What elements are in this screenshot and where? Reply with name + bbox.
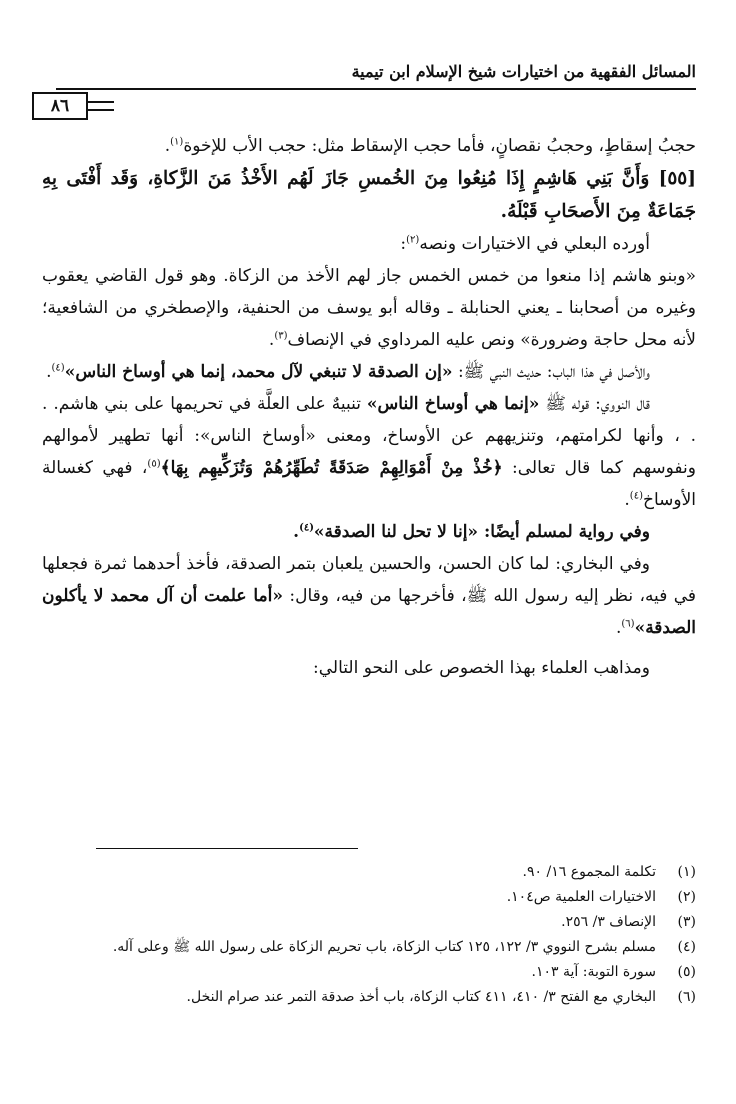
paragraph-3-text: أورده البعلي في الاختيارات ونصه — [419, 234, 650, 254]
footnote-number: (٤) — [677, 939, 696, 955]
running-title: المسائل الفقهية من اختيارات شيخ الإسلام ابن تيمية — [351, 62, 696, 81]
paragraph-5-text: والأصل في هذا الباب: حديث النبي ﷺ: — [452, 362, 650, 382]
footnote-ref: (٢) — [406, 234, 420, 246]
paragraph-1-text: حجبُ إسقاطٍ، وحجبُ نقصانٍ، فأما حجب الإسقاط مثل: حجب الأب للإخوة — [183, 136, 696, 156]
paragraph-6-text: ، فهي كغسالة الأوساخ — [42, 458, 696, 510]
hadith-quote: «أما علمت أن آل محمد لا يأكلون الصدقة» — [42, 586, 696, 638]
punct: : — [400, 234, 407, 254]
footnote-number: (١) — [677, 864, 696, 880]
paragraph-5 — [42, 356, 696, 388]
footnote-text: مسلم بشرح النووي ٣/ ١٢٢، ١٢٥ كتاب الزكاة، باب تحريم الزكاة على رسول الله ﷺ وعلى آله. — [112, 939, 656, 955]
hadith-quote: «إنما هي أوساخ الناس» — [366, 394, 540, 414]
footnote-ref: (٤) — [629, 490, 643, 502]
footnote-text: تكلمة المجموع ١٦/ ٩٠. — [522, 864, 656, 880]
footnote-item — [42, 935, 696, 960]
footnote-item — [42, 860, 696, 885]
footnote-ref: (١) — [170, 136, 184, 148]
footnote-ref: (٦) — [621, 618, 635, 630]
footnote-number: (٢) — [677, 889, 696, 905]
footnote-number: (٣) — [677, 914, 696, 930]
footnote-item — [42, 910, 696, 935]
punct: . — [164, 136, 171, 156]
paragraph-8 — [42, 548, 696, 644]
footnote-ref: (٣) — [274, 330, 288, 342]
page-number-rule — [86, 101, 114, 111]
hadith-quote: «إن الصدقة لا تنبغي لآل محمد، إنما هي أوساخ الناس» — [64, 362, 453, 382]
footnote-separator — [96, 848, 358, 849]
punct: . — [46, 362, 52, 382]
paragraph-7 — [42, 516, 696, 548]
footnote-number: (٦) — [677, 989, 696, 1005]
paragraph-9: ومذاهب العلماء بهذا الخصوص على النحو التالي: — [313, 658, 650, 678]
quran-verse: ﴿خُذْ مِنْ أَمْوَالِهِمْ صَدَقَةً تُطَهِّرُهُمْ وَتُزَكِّيهِم بِهَا﴾ — [160, 458, 503, 478]
paragraph-6 — [42, 388, 696, 516]
page-number: ٨٦ — [32, 92, 88, 120]
footnote-ref: (٤) — [51, 362, 65, 374]
paragraph-6-text: قال النووي: قوله ﷺ — [539, 394, 650, 414]
punct: . — [624, 490, 630, 510]
footnote-item — [42, 985, 696, 1010]
paragraph-6-text: تنبيهٌ على العلَّة في تحريمها على بني هاشم. . . ، وأنها لكرامتهم، وتنزيههم عن الأوساخ، ومعنى «أوساخ الناس»: أنها تطهير لأموالهم ونفوسهم كما قال تعالى: — [42, 394, 696, 478]
punct: . — [293, 522, 300, 542]
paragraph-8-text: وفي البخاري: لما كان الحسن، والحسين يلعبان بتمر الصدقة، فأخذ أحدهما ثمرة فجعلها في فيه، نظر إليه رسول الله ﷺ، فأخرجها من فيه، وقال: — [42, 554, 696, 606]
paragraph-3 — [42, 228, 696, 260]
footnote-ref: (٥) — [147, 458, 161, 470]
header-rule — [56, 88, 696, 90]
footnote-text: البخاري مع الفتح ٣/ ٤١٠، ٤١١ كتاب الزكاة، باب أخذ صدقة التمر عند صرام النخل. — [186, 989, 656, 1005]
paragraph-4 — [42, 260, 696, 356]
paragraph-7-text: وفي رواية لمسلم أيضًا: «إنا لا تحل لنا الصدقة» — [313, 522, 650, 542]
issue-55-heading: [٥٥] وَأَنَّ بَنِي هَاشِمٍ إِذَا مُنِعُوا مِنَ الخُمسِ جَازَ لَهُم الأَخْذُ مَنَ الزَّكاةِ، وَقَد أَفْتَى بِهِ جَمَاعَةٌ مِنَ الأَصحَابِ قَبْلَهُ. — [42, 168, 696, 222]
main-text — [42, 130, 696, 684]
footnotes — [42, 860, 696, 1010]
footnote-ref: (٤) — [299, 522, 314, 534]
paragraph-4-text: «وبنو هاشم إذا منعوا من خمس الخمس جاز لهم الأخذ من الزكاة. وهو قول القاضي يعقوب وغيره من أصحابنا ـ يعني الحنابلة ـ وقاله أبو يوسف من الحنفية، والإصطخري من الشافعية؛ لأنه محل حاجة وضرورة» ونص عليه المرداوي في الإنصاف — [42, 266, 696, 350]
footnote-text: الاختيارات العلمية ص١٠٤. — [506, 889, 656, 905]
footnote-text: سورة التوبة: آية ١٠٣. — [531, 964, 656, 980]
footnote-number: (٥) — [677, 964, 696, 980]
punct: . — [268, 330, 275, 350]
footnote-item — [42, 960, 696, 985]
footnote-item — [42, 885, 696, 910]
footnote-text: الإنصاف ٣/ ٢٥٦. — [561, 914, 656, 930]
paragraph-1 — [42, 130, 696, 162]
punct: . — [615, 618, 622, 638]
